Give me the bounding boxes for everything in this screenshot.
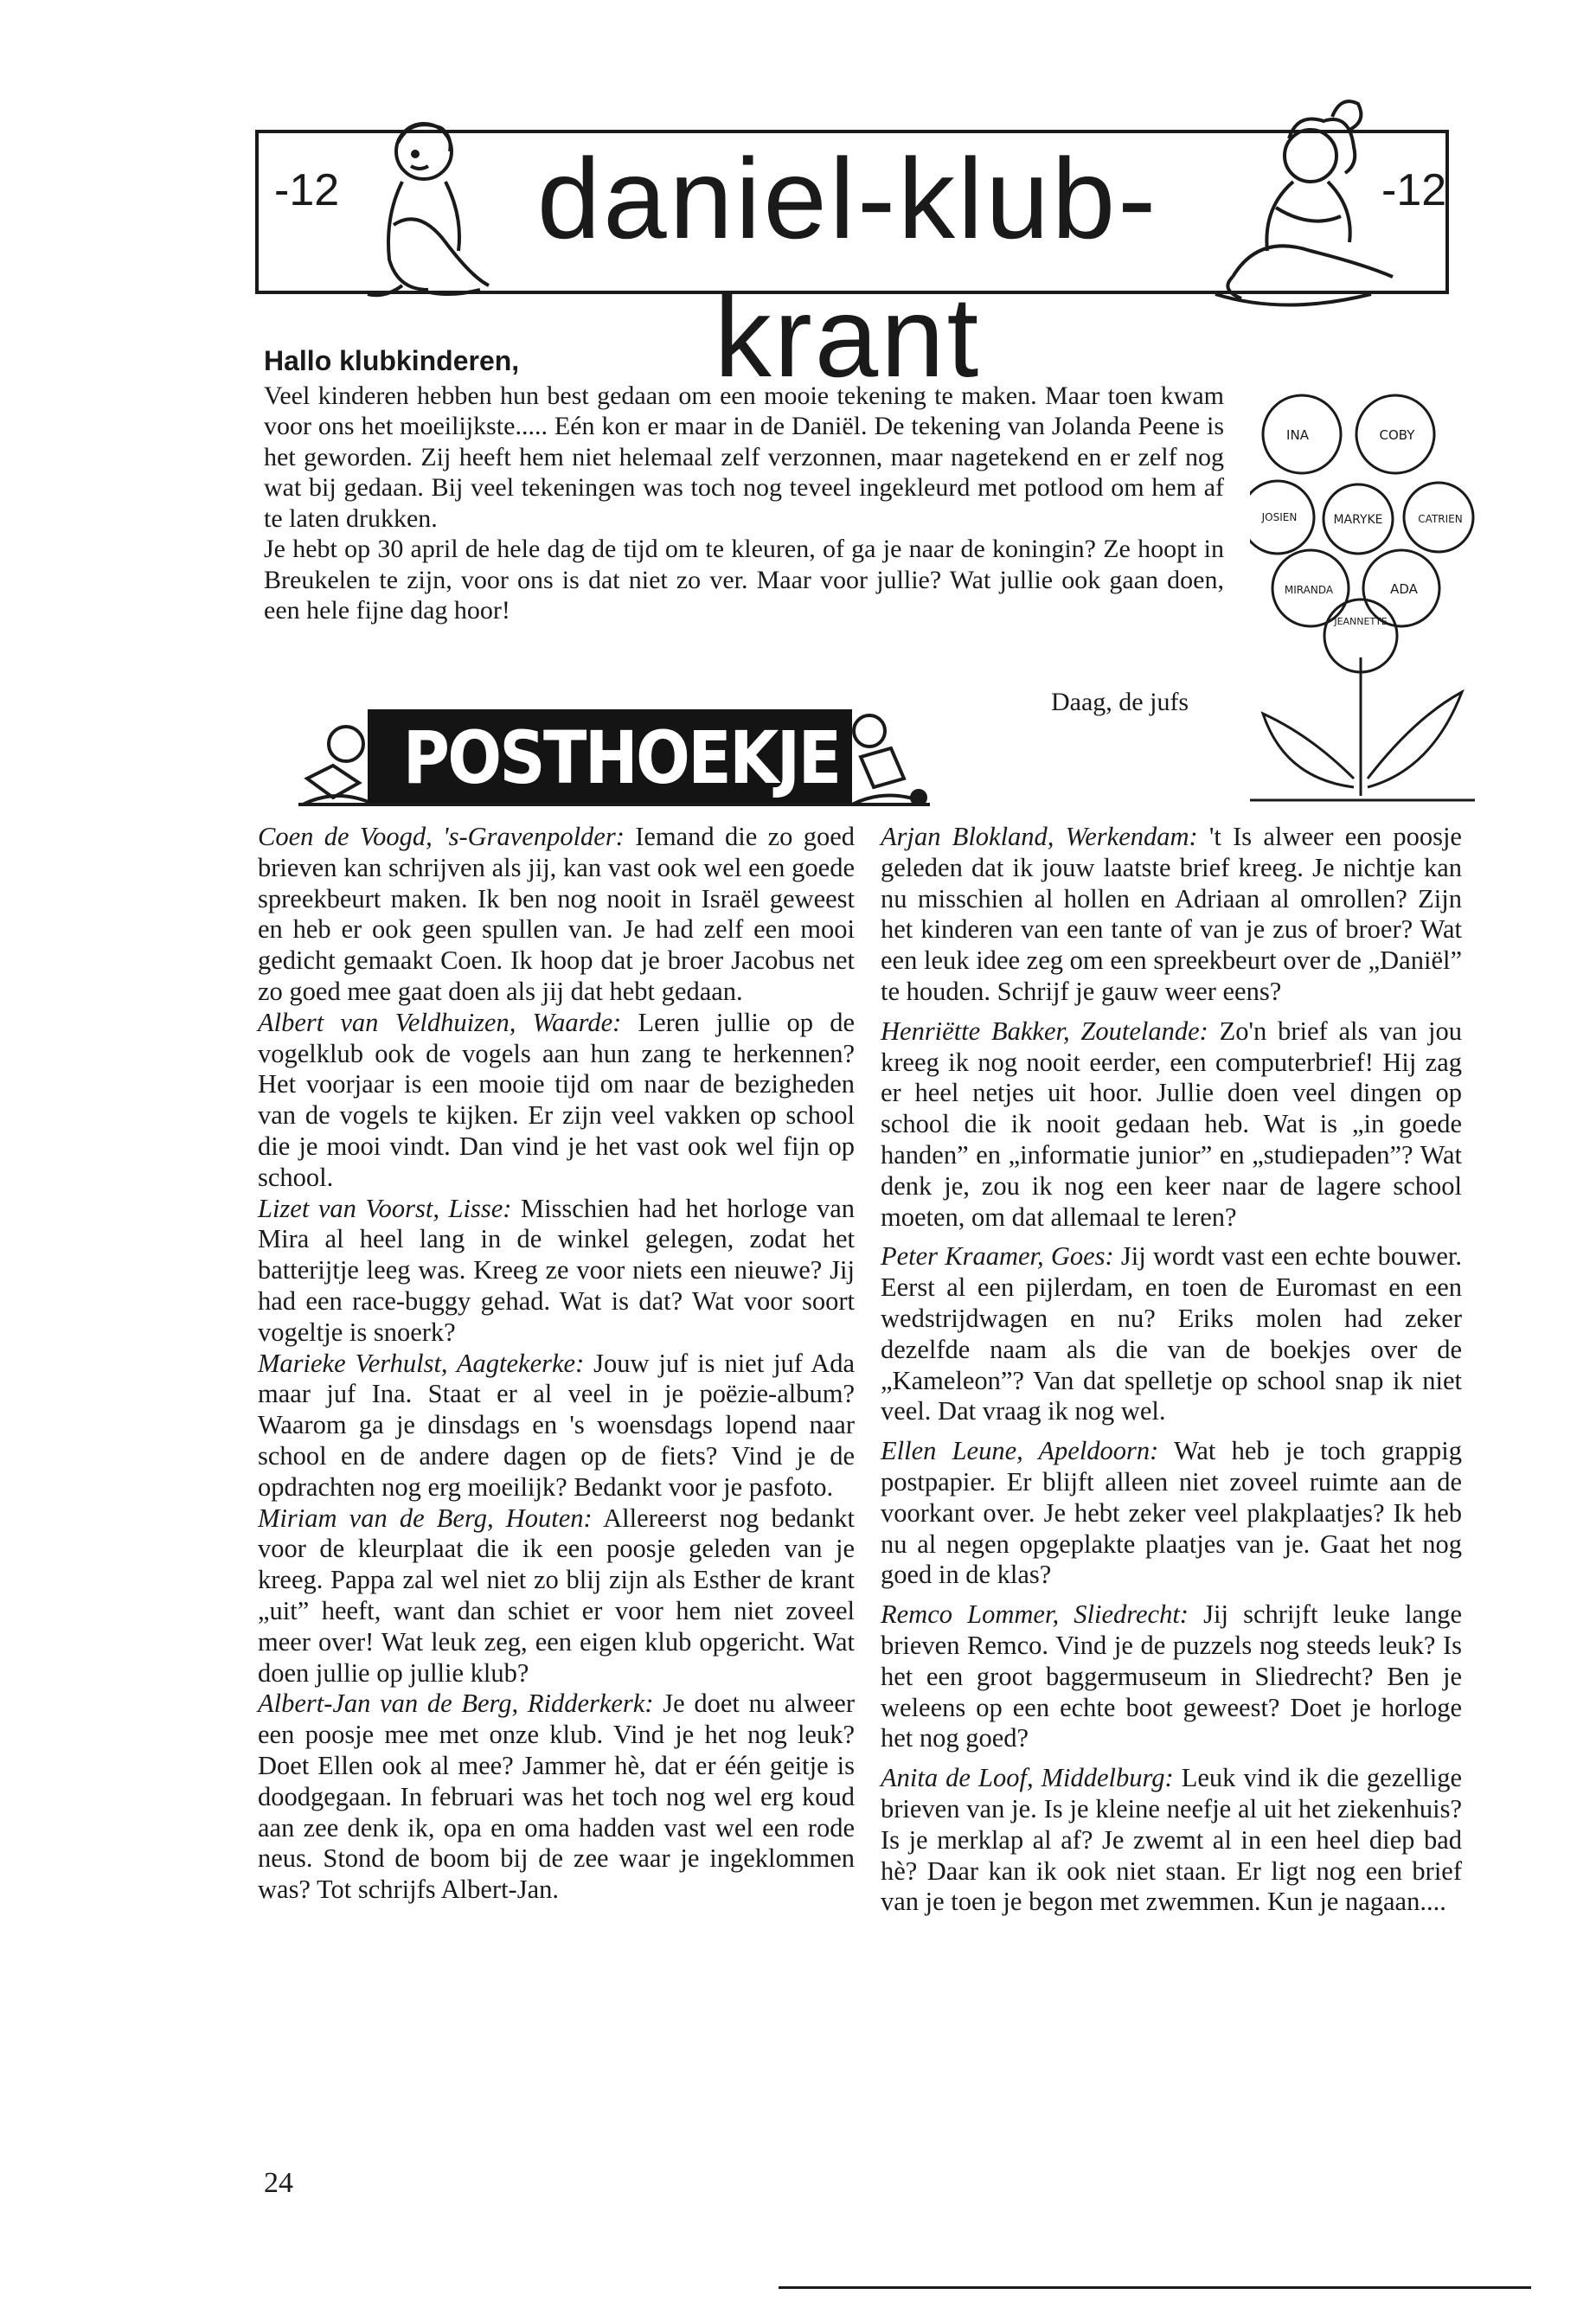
letter-author: Albert van Veldhuizen, Waarde: [258,1007,622,1037]
page-number: 24 [264,2167,293,2199]
petal-label: INA [1286,427,1309,443]
letter-entry [881,1436,1462,1591]
letter-entry [258,1503,855,1689]
letter-entry [258,1194,855,1349]
letter-author: Albert-Jan van de Berg, Ridderkerk: [258,1689,654,1719]
petal-label: MARYKE [1333,513,1383,527]
letter-reply: Misschien had het horloge van Mira al heel lang in de winkel gelegen, zodat het batterijtje leeg was. Kreeg ze voor niets een nieuwe? Jij had een race-buggy gehad. Wat is dat? Wat voor soort vogeltje is snoerk? [258,1193,856,1347]
letter-author: Miriam van de Berg, Houten: [258,1503,593,1533]
sitting-girl-illustration [1181,78,1397,311]
letter-reply: Leuk vind ik die gezellige brieven van je. Is je kleine neefje al uit het ziekenhuis? Is je merklap al af? Je zwemt al in een heel diep bad hè? Daar kan ik ook niet staan. Er ligt nog een brief van je toen je begon met zwemmen. Kun je nagaan.... [881,1763,1462,1917]
letter-author: Lizet van Voorst, Lisse: [258,1193,512,1223]
sitting-boy-illustration [350,112,497,311]
letter-author: Anita de Loof, Middelburg: [881,1763,1174,1793]
letters-left-column [258,822,855,1906]
letter-reply: Jij wordt vast een echte bouwer. Eerst al een pijlerdam, en toen de Euromast en een wedstrijdwagen en nu? Eriks molen had zeker dezelfde naam als die van de boekjes over de „Kameleon”? Van dat spelletje op school snap ik niet veel. Dat vraag ik nog wel. [881,1241,1462,1426]
letter-author: Ellen Leune, Apeldoorn: [881,1436,1159,1466]
intro-section [264,346,1224,626]
letter-author: Remco Lommer, Sliedrecht: [881,1599,1189,1630]
letter-entry [881,1763,1462,1918]
letter-author: Coen de Voogd, 's-Gravenpolder: [258,822,625,851]
intro-paragraph-1: Veel kinderen hebben hun best gedaan om een mooie tekening te maken. Maar toen kwam voor ons het moeilijkste..... Eén kon er maar in de Daniël. De tekening van Jolanda Peene is het geworden. Zij heeft hem niet helemaal zelf verzonnen, maar nagetekend en er zelf nog wat bij gedaan. Bij veel tekeningen was toch nog teveel ingekleurd met potlood om hem af te laten drukken. [264,381,1224,533]
letter-entry [258,822,855,1008]
petal-label: JEANNETTE [1334,616,1388,627]
signature: Daag, de jufs [1051,688,1189,716]
letter-reply: Iemand die zo goed brieven kan schrijven als jij, kan vast ook wel een goede spreekbeurt maken. Ik ben nog nooit in Israël geweest en heb er ook geen spullen van. Je had zelf een mooi gedicht gemaakt Coen. Ik hoop dat je broer Jacobus net zo goed mee gaat doen als jij dat hebt gedaan. [258,822,855,1006]
reading-child-left-illustration [298,718,376,809]
letter-author: Henriëtte Bakker, Zoutelande: [881,1016,1208,1046]
letters-right-column [881,822,1462,1926]
letter-reply: Zo'n brief als van jou kreeg ik nog nooit eerder, een computerbrief! Hij zag er heel netjes uit hoor. Jullie doen veel dingen op school die ik nooit gedaan heb. Wat is „in goede handen” en „informatie junior” en „studiepaden”? Wat denk je, zou ik nog een keer naar de lagere school moeten, om dat allemaal te leren? [881,1016,1462,1232]
letter-entry [258,1689,855,1906]
letter-entry [881,1016,1462,1234]
letter-reply: Jouw juf is niet juf Ada maar juf Ina. Staat er al veel in je poëzie-album? Waarom ga je dinsdags en 's woensdags lopend naar school en de andere dagen op de fiets? Vind je de opdrachten nog erg moeilijk? Bedankt voor je pasfoto. [258,1348,855,1502]
issue-number-right: -12 [1381,165,1447,215]
greeting: Hallo klubkinderen, [264,345,520,376]
letter-entry [258,1349,855,1503]
letter-entry [881,822,1462,1008]
bottom-rule [779,2286,1531,2289]
leaf-left [1263,714,1354,787]
letter-reply: Allereerst nog bedankt voor de kleurplaat die ik een poosje geleden van je kreeg. Pappa zal wel niet zo blij zijn als Esther de krant „uit” heeft, want dan schiet er voor hem niet zoveel meer over! Wat leuk zeg, een eigen klub opgericht. Wat doen jullie op jullie klub? [258,1503,855,1688]
letter-author: Arjan Blokland, Werkendam: [881,822,1198,851]
letter-reply: Wat heb je toch grappig postpapier. Er blijft alleen niet zoveel ruimte aan de voorkant over. Je hebt zeker veel plakplaatjes? Ik heb nu al negen opgeplakte plaatjes van je. Gaat het nog goed in de klas? [881,1436,1462,1590]
petal-label: CATRIEN [1418,513,1463,525]
banner-baseline [298,803,930,806]
letter-entry [881,1241,1462,1427]
leaf-right [1368,692,1462,787]
petal-label: JOSIEN [1261,511,1298,523]
letter-reply: 't Is alweer een poosje geleden dat ik jouw laatste brief kreeg. Je nichtje kan nu misschien al hollen en Adriaan al omrollen? Zijn het kinderen van een tante of van je zus of broer? Wat een leuk idee zeg om een spreekbeurt over de „Daniël” te houden. Schrijf je gauw weer eens? [881,822,1462,1006]
letter-entry [258,1008,855,1194]
letter-reply: Jij schrijft leuke lange brieven Remco. Vind je de puzzels nog steeds leuk? Is het een groot baggermuseum in Sliedrecht? Ben je weleens op een echte boot geweest? Doet je horloge het nog goed? [881,1599,1462,1753]
petal-label: ADA [1390,581,1418,597]
letter-author: Marieke Verhulst, Aagtekerke: [258,1348,585,1378]
letter-reply: Leren jullie op de vogelklub ook de vogels aan hun zang te herkennen? Het voorjaar is een mooie tijd om naar de bezigheden van de vogels te kijken. Er zijn veel vakken op school die je mooi vindt. Dan vind je het vast ook wel fijn op school. [258,1007,855,1192]
letter-entry [881,1599,1462,1754]
reading-child-right-illustration [848,709,930,809]
petal-label: COBY [1379,427,1415,443]
letter-reply: Je doet nu alweer een poosje mee met onze klub. Vind je het nog leuk? Doet Ellen ook al mee? Jammer hè, dat er één geitje is doodgegaan. In februari was het toch nog wel erg koud aan zee denk ik, opa en oma hadden vast wel een rode neus. Stond de boom bij de zee waar je ingeklommen was? Tot schrijfs Albert-Jan. [258,1689,855,1905]
banner-title: POSTHOEKJE [402,715,840,800]
posthoekje-banner [298,692,930,813]
intro-paragraph-2: Je hebt op 30 april de hele dag de tijd om te kleuren, of ga je naar de koningin? Ze hoopt in Breukelen te zijn, voor ons is dat niet zo ver. Maar voor jullie? Wat jullie ook gaan doen, een hele fijne dag hoor! [264,535,1224,625]
issue-number-left: -12 [274,165,340,215]
flower-illustration [1250,372,1475,804]
newsletter-title: daniel-klub-krant [536,135,1159,401]
petal-label: MIRANDA [1284,584,1334,596]
letter-author: Peter Kraamer, Goes: [881,1241,1114,1272]
